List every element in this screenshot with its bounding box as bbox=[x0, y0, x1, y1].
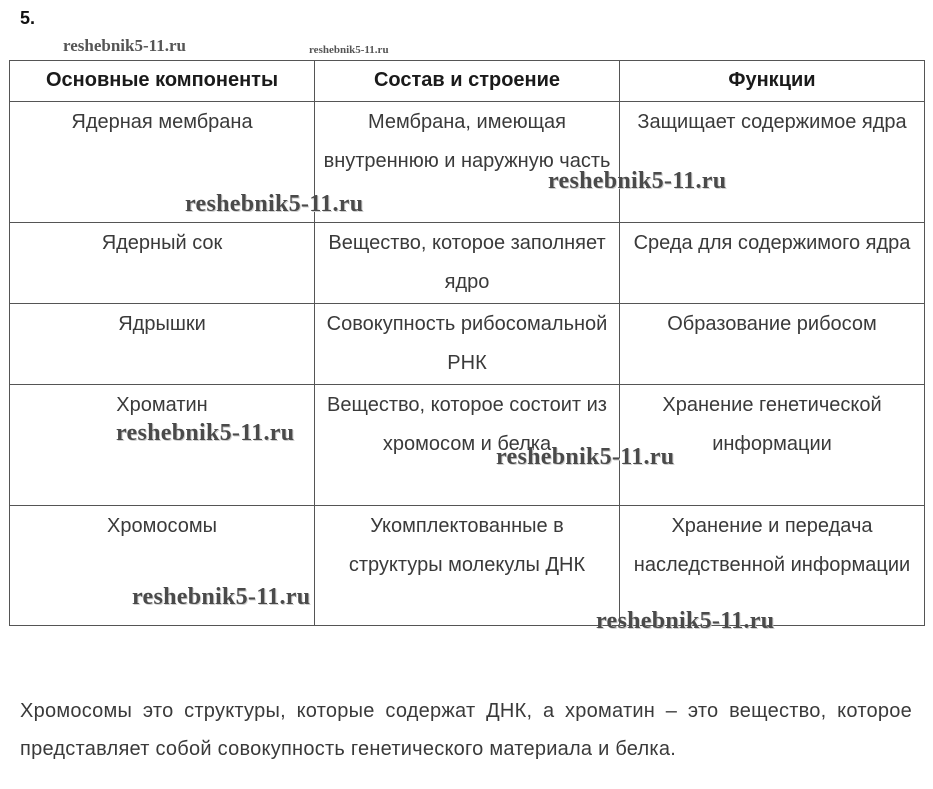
watermark: reshebnik5-11.ru bbox=[548, 168, 727, 194]
cell-component: Хромосомы bbox=[10, 506, 315, 626]
watermark: reshebnik5-11.ru bbox=[116, 420, 295, 446]
table-row bbox=[10, 223, 925, 304]
cell-function: Среда для содержимого ядра bbox=[620, 223, 925, 304]
header-components: Основные компоненты bbox=[10, 61, 315, 102]
cell-structure: Вещество, которое состоит из хромосом и белка bbox=[315, 385, 620, 506]
task-number: 5. bbox=[20, 8, 36, 28]
cell-function: Хранение генетической информации bbox=[620, 385, 925, 506]
cell-function: Защищает содержимое ядра bbox=[620, 102, 925, 223]
table-row bbox=[10, 304, 925, 385]
cell-structure: Вещество, которое заполняет ядро bbox=[315, 223, 620, 304]
watermark: reshebnik5-11.ru bbox=[309, 44, 389, 56]
watermark: reshebnik5-11.ru bbox=[63, 36, 186, 55]
cell-structure: Укомплектованные в структуры молекулы ДНК bbox=[315, 506, 620, 626]
watermark: reshebnik5-11.ru bbox=[185, 191, 364, 217]
cell-component: Ядерная мембрана bbox=[10, 102, 315, 223]
table-row bbox=[10, 506, 925, 626]
cell-function: Хранение и передача наследственной информации bbox=[620, 506, 925, 626]
cell-component: Ядерный сок bbox=[10, 223, 315, 304]
watermark: reshebnik5-11.ru bbox=[132, 584, 311, 610]
table-row bbox=[10, 102, 925, 223]
cell-component: Ядрышки bbox=[10, 304, 315, 385]
header-functions: Функции bbox=[620, 61, 925, 102]
nucleus-components-table bbox=[9, 60, 925, 626]
table-header-row bbox=[10, 61, 925, 102]
cell-component: Хроматин bbox=[10, 385, 315, 506]
watermark: reshebnik5-11.ru bbox=[496, 444, 675, 470]
cell-structure: Совокупность рибосомальной РНК bbox=[315, 304, 620, 385]
table-row bbox=[10, 385, 925, 506]
cell-structure: Мембрана, имеющая внутреннюю и наружную часть bbox=[315, 102, 620, 223]
cell-function: Образование рибосом bbox=[620, 304, 925, 385]
summary-paragraph: Хромосомы это структуры, которые содержат ДНК, а хроматин – это вещество, которое представляет собой совокупность генетического материала и белка. bbox=[20, 700, 912, 760]
header-structure: Состав и строение bbox=[315, 61, 620, 102]
watermark: reshebnik5-11.ru bbox=[596, 608, 775, 634]
